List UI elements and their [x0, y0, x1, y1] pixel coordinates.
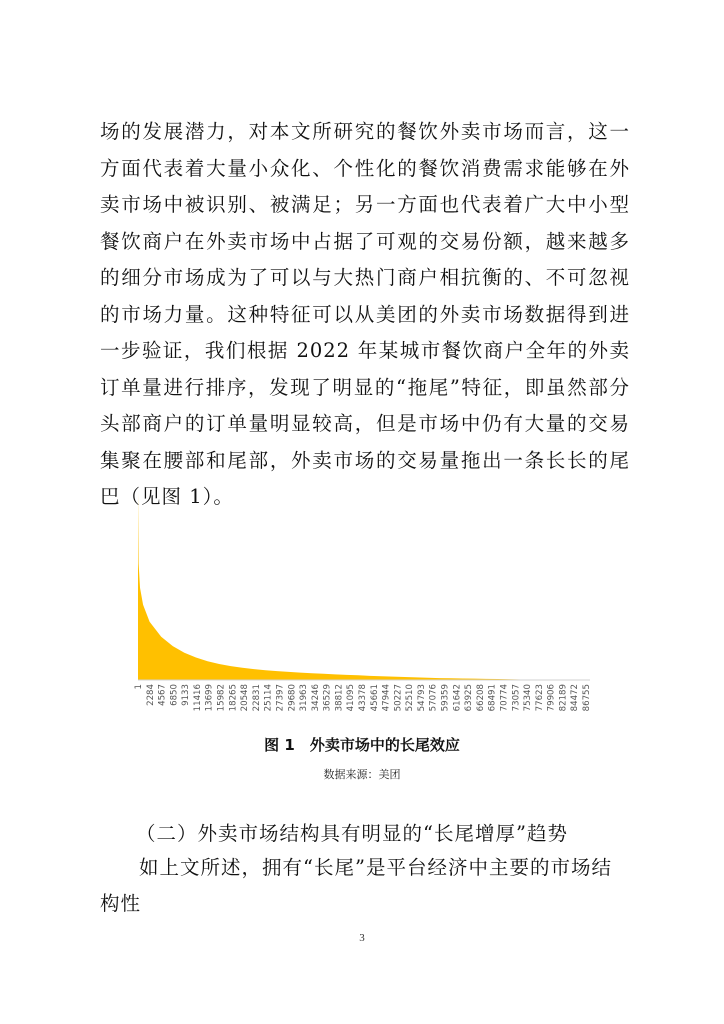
page-number: 3: [359, 932, 365, 944]
x-tick-label: 41095: [346, 684, 357, 712]
x-tick-label: 27397: [275, 684, 286, 712]
x-tick-label: 66208: [475, 684, 486, 712]
x-tick-label: 54793: [416, 684, 427, 712]
figure-source: 数据来源：美团: [323, 768, 401, 781]
x-tick-label: 52510: [405, 684, 416, 712]
x-tick-label: 29680: [287, 684, 298, 712]
x-tick-label: 43378: [358, 684, 368, 712]
x-tick-label: 36529: [322, 684, 333, 712]
x-tick-label: 1: [134, 684, 144, 690]
x-tick-label: 25114: [263, 684, 274, 712]
x-tick-label: 70774: [499, 684, 510, 712]
x-tick-label: 77623: [534, 684, 545, 712]
x-tick-label: 79906: [546, 684, 557, 712]
x-tick-label: 73057: [511, 684, 522, 712]
long-tail-chart: [120, 492, 600, 732]
x-tick-label: 45661: [369, 684, 380, 712]
area-series: [138, 492, 590, 680]
body-paragraph: 场的发展潜力，对本文所研究的餐饮外卖市场而言，这一方面代表着大量小众化、个性化的餐饮消费需求能够在外卖市场中被识别、被满足；另一方面也代表着广大中小型餐饮商户在外卖市场中占据了可观的交易份额，越来越多的细分市场成为了可以与大热门商户相抗衡的、不可忽视的市场力量。这种特征可以从美团的外卖市场数据得到进一步验证，我们根据 2022 年某城市餐饮商户全年的外卖订单量进行排序，发现了明显的“拖尾”特征，即虽然部分头部商户的订单量明显较高，但是市场中仍有大量的交易集聚在腰部和尾部，外卖市场的交易量拖出一条长长的尾巴（见图 1）。: [100, 120, 630, 508]
x-tick-label: 47944: [381, 684, 392, 712]
x-tick-label: 9133: [181, 684, 192, 706]
chart-svg: [120, 492, 600, 732]
figure-caption: 图 1 外卖市场中的长尾效应: [264, 736, 460, 754]
x-tick-label: 84472: [570, 684, 581, 712]
x-tick-label: 50227: [393, 684, 404, 712]
x-tick-label: 57076: [428, 684, 439, 712]
x-tick-label: 61642: [452, 684, 463, 712]
section-heading: （二）外卖市场结构具有明显的“长尾增厚”趋势: [136, 822, 568, 845]
x-tick-label: 38812: [334, 684, 345, 712]
x-tick-label: 4567: [157, 684, 168, 706]
x-tick-label: 18265: [228, 684, 239, 712]
x-tick-label: 31963: [299, 684, 310, 712]
x-tick-label: 59359: [440, 684, 451, 712]
x-tick-label: 22831: [251, 684, 262, 712]
x-tick-label: 63925: [464, 684, 475, 712]
x-tick-label: 68491: [487, 684, 498, 712]
x-tick-label: 75340: [523, 684, 534, 712]
x-tick-label: 20548: [240, 684, 251, 712]
x-tick-label: 86755: [582, 684, 592, 712]
x-tick-label: 6850: [169, 684, 180, 706]
x-tick-label: 13699: [204, 684, 215, 712]
x-tick-label: 34246: [310, 684, 321, 712]
body-paragraph-2: 如上文所述，拥有“长尾”是平台经济中主要的市场结构性: [100, 856, 612, 915]
x-tick-label: 2284: [145, 684, 156, 706]
x-tick-label: 15982: [216, 684, 227, 712]
x-tick-label: 11416: [192, 684, 203, 712]
x-tick-label: 82189: [558, 684, 569, 712]
